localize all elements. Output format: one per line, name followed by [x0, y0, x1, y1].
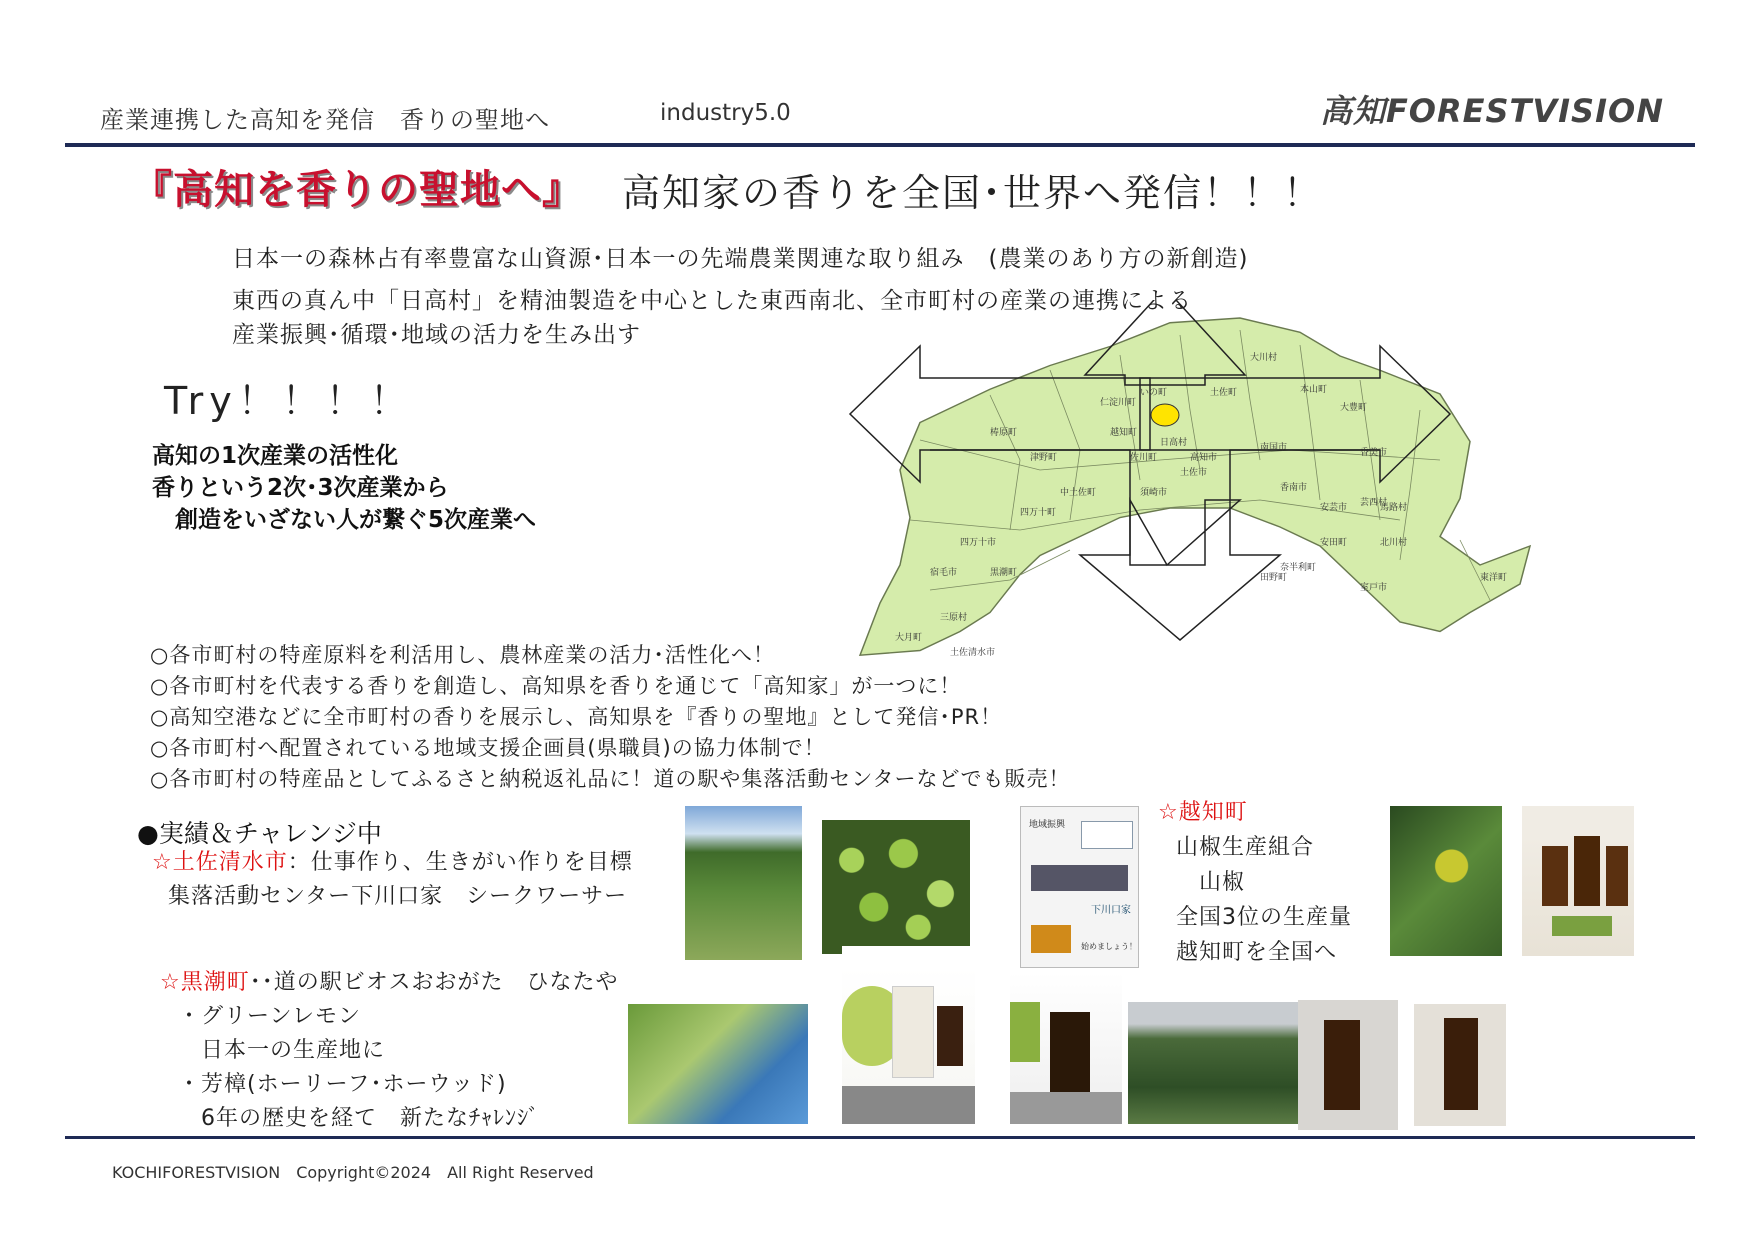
map-label: 三原村 — [940, 613, 968, 623]
scale — [842, 1086, 975, 1124]
map-label: 四万十町 — [1020, 508, 1057, 518]
map-label: 佐川町 — [1130, 453, 1158, 463]
kuroshio-item: 6年の歴史を経て 新たなﾁｬﾚﾝｼﾞ — [178, 1106, 540, 1131]
map-label: 馬路村 — [1380, 503, 1408, 513]
intro-line-2: 東西の真ん中「日高村」を精油製造を中心とした東西南北、全市町村の産業の連携による — [232, 288, 1192, 314]
flyer-brand: 下川口家 — [1091, 905, 1131, 916]
bottle — [1574, 836, 1600, 906]
ochi-item: 山椒 — [1176, 870, 1246, 895]
bottle — [1050, 1012, 1090, 1092]
achievements-heading: ●実績＆チャレンジ中 — [137, 819, 382, 848]
map-label: 土佐清水市 — [950, 648, 996, 658]
map-label: 黒潮町 — [990, 568, 1018, 578]
photo-pomelo-bottle — [842, 946, 975, 1124]
flyer-footer: 始めましょう！ — [1081, 942, 1137, 951]
scale — [1010, 1092, 1122, 1124]
bullet-item: ○各市町村へ配置されている地域支援企画員(県職員)の協力体制で！ — [150, 736, 826, 760]
ochi-item: 全国3位の生産量 — [1176, 905, 1352, 930]
bottle — [1324, 1020, 1360, 1110]
map-label: 宿毛市 — [930, 568, 958, 578]
flyer-box — [1081, 821, 1133, 849]
flyer-fruit — [1031, 925, 1071, 953]
map-label: 津野町 — [1030, 453, 1058, 463]
kuroshio-desc: ･･道の駅ビオスおおがた ひなたや — [249, 970, 619, 995]
key-point: 香りという2次･3次産業から — [152, 475, 449, 501]
hidaka-marker — [1151, 404, 1179, 426]
bullet-list — [150, 640, 1070, 795]
photo-flyer — [1020, 806, 1139, 968]
try-text: Try！！！！ — [164, 379, 414, 423]
bullet-item: ○各市町村の特産品としてふるさと納税返礼品に！道の駅や集落活動センターなどでも販売！ — [150, 767, 1071, 791]
key-point: 高知の1次産業の活性化 — [152, 443, 399, 469]
tosa-line-2: 集落活動センター下川口家 シークワーサー — [168, 884, 628, 909]
bullet-item: ○高知空港などに全市町村の香りを展示し、高知県を『香りの聖地』として発信･PR！ — [150, 705, 1003, 729]
intro-line-1: 日本一の森林占有率豊富な山資源･日本一の先端農業関連な取り組み (農業のあり方の新創造) — [232, 246, 1249, 272]
bullet-item: ○各市町村の特産原料を利活用し、農林産業の活力･活性化へ！ — [150, 643, 775, 667]
photo-bottles-3 — [1298, 1000, 1398, 1130]
photo-sansho — [1390, 806, 1502, 956]
tosa-desc: ：仕事作り、生きがい作りを目標 — [287, 850, 633, 875]
map-label: 土佐町 — [1210, 388, 1238, 398]
map-label: いの町 — [1140, 388, 1168, 398]
map-label: 日高村 — [1160, 438, 1188, 448]
kochi-map — [840, 300, 1640, 670]
map-label: 大豊町 — [1340, 403, 1368, 413]
ochi-item: 越知町を全国へ — [1176, 940, 1338, 965]
tosa-section — [152, 846, 633, 914]
map-label: 東洋町 — [1480, 573, 1508, 583]
bullet-item: ○各市町村を代表する香りを創造し、高知県を香りを通じて「高知家」が一つに！ — [150, 674, 962, 698]
intro-line-3: 産業振興･循環･地域の活力を生み出す — [232, 322, 641, 348]
flyer-title: 地域振興 — [1029, 820, 1066, 830]
footer-copyright: KOCHIFORESTVISION Copyright©2024 All Right Reserved — [112, 1163, 594, 1182]
photo-field — [685, 806, 802, 960]
ochi-section — [1158, 796, 1352, 970]
kuroshio-section — [160, 966, 619, 1136]
map-label: 芸西村 — [1360, 498, 1388, 508]
ochi-item: 山椒生産組合 — [1176, 835, 1315, 860]
map-label: 仁淀川町 — [1100, 398, 1137, 408]
title-main: 高知家の香りを全国･世界へ発信！！！ — [622, 171, 1324, 215]
flyer-photo — [1031, 865, 1128, 891]
kuroshio-name: ☆黒潮町 — [160, 970, 250, 995]
photo-bottle-2 — [1010, 972, 1122, 1124]
map-label: 梼原町 — [990, 428, 1018, 438]
tosa-line-1 — [152, 846, 633, 880]
map-label: 室戸市 — [1360, 583, 1388, 593]
photo-shikuwasa — [822, 820, 970, 954]
title-red: 『高知を香りの聖地へ』 — [132, 167, 583, 213]
map-label: 四万十市 — [960, 538, 997, 548]
map-label: 香美市 — [1360, 448, 1388, 458]
photo-lemons — [628, 1004, 808, 1124]
map-label: 安田町 — [1320, 538, 1348, 548]
map-label: 香南市 — [1280, 483, 1308, 493]
map-label: 高知市 — [1190, 453, 1218, 463]
bottom-rule — [65, 1136, 1695, 1139]
map-label: 須崎市 — [1140, 488, 1168, 498]
kuroshio-item: ・芳樟(ホーリーフ･ホーウッド) — [178, 1072, 507, 1097]
map-label: 土佐市 — [1180, 468, 1208, 478]
top-rule — [65, 143, 1695, 147]
map-label: 南国市 — [1260, 443, 1288, 453]
tosa-name: ☆土佐清水市 — [152, 850, 288, 875]
brand-logo-text: 高知FORESTVISION — [1319, 92, 1664, 130]
map-label: 安芸市 — [1320, 503, 1348, 513]
map-label: 奈半利町 — [1280, 563, 1317, 573]
photo-forest — [1128, 1002, 1298, 1124]
prefecture-shape — [860, 318, 1530, 655]
bottle — [1542, 846, 1568, 906]
map-label: 越知町 — [1110, 428, 1138, 438]
map-label: 大月町 — [895, 633, 923, 643]
header-industry: industry5.0 — [660, 100, 791, 126]
photo-bottles-1 — [1522, 806, 1634, 956]
kuroshio-line-1 — [160, 966, 619, 1000]
key-points — [152, 440, 536, 536]
kuroshio-item: 日本一の生産地に — [178, 1038, 386, 1063]
kuroshio-item: ・グリーンレモン — [178, 1004, 362, 1029]
leaves — [1010, 1002, 1040, 1062]
map-label: 大川村 — [1250, 353, 1278, 363]
map-label: 中土佐町 — [1060, 488, 1097, 498]
header-subtitle: 産業連携した高知を発信 香りの聖地へ — [100, 106, 550, 134]
key-point: 創造をいざない人が繋ぐ5次産業へ — [152, 507, 537, 533]
leaf — [1552, 916, 1612, 936]
ochi-name: ☆越知町 — [1158, 800, 1248, 825]
map-label: 本山町 — [1300, 385, 1328, 395]
map-label: 田野町 — [1260, 573, 1288, 583]
package — [892, 986, 934, 1078]
bottle — [937, 1006, 963, 1066]
bottle — [1606, 846, 1628, 906]
map-label: 北川村 — [1380, 538, 1408, 548]
photo-bottles-4 — [1414, 1004, 1506, 1126]
bottle — [1444, 1018, 1478, 1110]
